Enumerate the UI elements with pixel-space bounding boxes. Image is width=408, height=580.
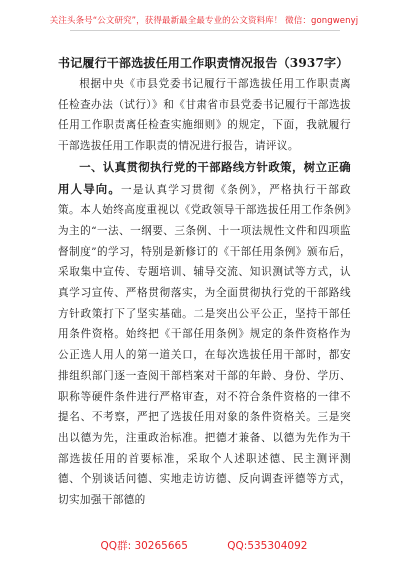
section-heading: 一、认真贯彻执行党的干部路线方针政策，树立正确用人导向。 — [58, 159, 351, 196]
paragraph-text: 一是认真学习贯彻《条例》，严格执行干部政策。本人始终高度重视以《党政领导干部选拔任用工作条例》为主的“一法、一纲要、三条例、十一项法规性文件和四项监督制度”的学习，特别是新修订的《干部任用条例》颁布后，采取集中宣传、专题培训、辅导交流、知识测试等方式，认真学习宣传、严格贯彻落实，为全面贯彻执行党的干部路线方针政策打下了坚实基础。二是突出公平公正，坚持干部任用条件资格。始终把《干部任用条例》规定的条件资格作为公正选人用人的第一道关口，在每次选拔任用干部时，都安排组织部门逐一查阅干部档案对干部的年龄、身份、学历、职称等硬件条件进行严格审查，对不符合条件资格的一律不提名、不考察，严把了选拔任用对象的条件资格关。三是突出以德为先，注重政治标准。把德才兼备、以德为先作为干部选拔任用的首要标准，采取个人述职述德、民主测评测德、个别谈话问德、实地走访访德、反向调查评德等方式，切实加强干部德的 — [58, 183, 351, 507]
paragraph-text: 根据中央《市县党委书记履行干部选拔任用工作职责离任检查办法（试行）》和《甘肃省市县党委书记履行干部选拔任用工作职责离任检查实施细则》的规定，下面，我就履行干部选拔任用工作职责的情况进行报告，请评议。 — [58, 78, 351, 153]
document-title: 书记履行干部选拔任用工作职责情况报告（3937字） — [58, 56, 349, 70]
qq-group-number: QQ群: 30265665 — [100, 540, 188, 552]
qq-number: QQ:535304092 — [227, 540, 308, 552]
promo-banner: 关注头条号“公文研究”，获得最新最全最专业的公文资料库！ 微信：gongwenyj — [49, 16, 359, 26]
section-1-paragraph — [58, 157, 351, 511]
document-body — [58, 74, 351, 511]
contact-footer — [0, 538, 408, 553]
intro-paragraph — [58, 74, 351, 157]
header-divider — [70, 30, 340, 31]
